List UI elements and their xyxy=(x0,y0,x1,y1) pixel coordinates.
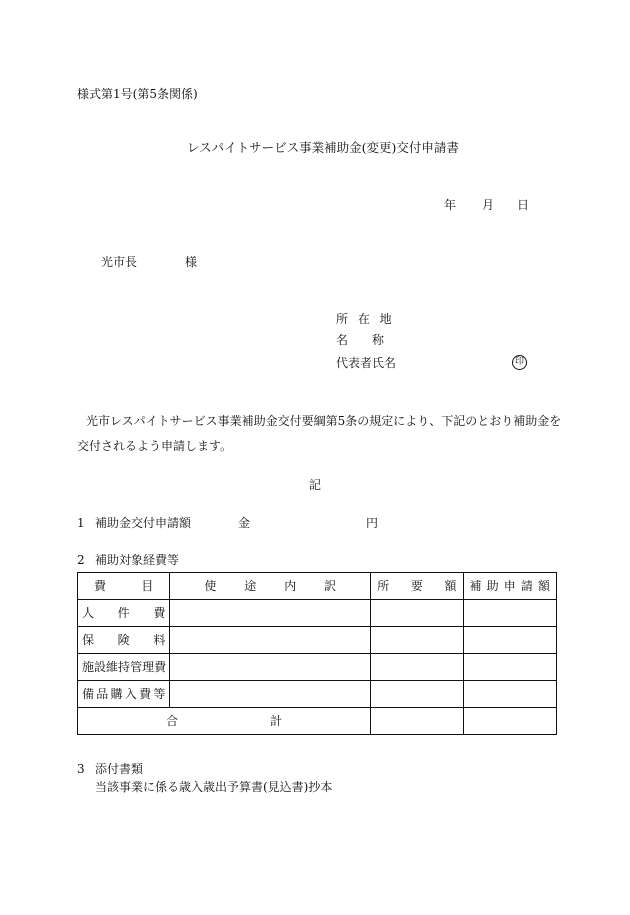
row-label xyxy=(82,607,165,619)
expense-table xyxy=(77,572,557,735)
applicant-address-label: 所 在 地 xyxy=(336,312,392,326)
date-year: 年 xyxy=(444,198,457,212)
header-cell xyxy=(463,573,556,600)
char: 内 xyxy=(284,579,297,593)
table-row xyxy=(78,654,557,681)
char: 料 xyxy=(153,633,166,647)
char: 申 xyxy=(503,579,516,593)
total-label xyxy=(166,715,282,727)
document-title: レスパイトサービス事業補助金(変更)交付申請書 xyxy=(187,140,459,155)
subsidy-amount-cell[interactable] xyxy=(463,600,556,627)
body-text-line-2: 交付されるよう申請します。 xyxy=(77,439,233,453)
item3-detail: 当該事業に係る歳入歳出予算書(見込書)抄本 xyxy=(95,780,333,794)
char: 補 xyxy=(469,579,482,593)
row-label xyxy=(82,688,165,700)
row-label xyxy=(82,661,165,673)
form-number: 様式第1号(第5条関係) xyxy=(77,87,198,101)
char: 途 xyxy=(244,579,257,593)
required-amount-cell[interactable] xyxy=(371,654,463,681)
header-text xyxy=(204,580,336,592)
usage-cell[interactable] xyxy=(170,681,371,708)
char: 費 xyxy=(94,579,107,593)
char: 入 xyxy=(124,687,137,701)
char: 品 xyxy=(96,687,109,701)
char: 保 xyxy=(82,633,95,647)
required-amount-cell[interactable] xyxy=(371,627,463,654)
char: 額 xyxy=(537,579,550,593)
date-month: 月 xyxy=(482,198,495,212)
applicant-name-label: 名 称 xyxy=(336,333,385,347)
char: 管 xyxy=(130,660,143,674)
char: 件 xyxy=(117,606,130,620)
total-label-cell xyxy=(78,708,371,735)
total-required-cell[interactable] xyxy=(371,708,463,735)
header-text xyxy=(470,580,550,592)
header-text xyxy=(377,580,456,592)
addressee-honorific: 様 xyxy=(185,255,198,269)
char: 険 xyxy=(117,633,130,647)
char: 購 xyxy=(110,687,123,701)
body-text-line-1: 光市レスパイトサービス事業補助金交付要綱第5条の規定により、下記のとおり補助金を xyxy=(86,414,562,428)
item2-number: 2 xyxy=(77,553,85,567)
required-amount-cell[interactable] xyxy=(371,600,463,627)
char: 施 xyxy=(82,660,95,674)
char: 理 xyxy=(142,660,155,674)
total-subsidy-cell[interactable] xyxy=(463,708,556,735)
char: 使 xyxy=(204,579,217,593)
subsidy-amount-cell[interactable] xyxy=(463,681,556,708)
subsidy-amount-cell[interactable] xyxy=(463,627,556,654)
char: 所 xyxy=(377,579,390,593)
total-label-a: 合 xyxy=(166,714,179,728)
item1-number: 1 xyxy=(77,516,85,530)
header-text xyxy=(94,580,153,592)
char: 目 xyxy=(141,579,154,593)
row-label xyxy=(82,634,165,646)
item1-label: 補助金交付申請額 xyxy=(95,516,192,530)
item1-yen: 円 xyxy=(366,516,379,530)
item1-kin: 金 xyxy=(238,516,251,530)
row-label-cell xyxy=(78,600,170,627)
table-total-row xyxy=(78,708,557,735)
item3-label: 添付書類 xyxy=(95,762,144,776)
char: 持 xyxy=(118,660,131,674)
char: 維 xyxy=(106,660,119,674)
table-header-row xyxy=(78,573,557,600)
char: 請 xyxy=(520,579,533,593)
date-day: 日 xyxy=(517,198,530,212)
char: 設 xyxy=(94,660,107,674)
addressee-name: 光市長 xyxy=(101,255,138,269)
header-cell xyxy=(78,573,170,600)
applicant-rep-label: 代表者氏名 xyxy=(336,356,397,370)
char: 費 xyxy=(139,687,152,701)
table-row xyxy=(78,600,557,627)
char: 等 xyxy=(153,687,166,701)
row-label-cell xyxy=(78,654,170,681)
char: 訳 xyxy=(324,579,337,593)
table-row xyxy=(78,627,557,654)
char: 費 xyxy=(154,660,167,674)
item3-number: 3 xyxy=(77,762,85,776)
char: 費 xyxy=(153,606,166,620)
seal-mark: 印 xyxy=(512,355,527,370)
subsidy-amount-cell[interactable] xyxy=(463,654,556,681)
char: 助 xyxy=(486,579,499,593)
header-cell xyxy=(371,573,463,600)
ki-heading: 記 xyxy=(309,478,322,492)
total-label-b: 計 xyxy=(270,714,283,728)
char: 人 xyxy=(82,606,95,620)
char: 要 xyxy=(410,579,423,593)
required-amount-cell[interactable] xyxy=(371,681,463,708)
item2-label: 補助対象経費等 xyxy=(95,553,180,567)
usage-cell[interactable] xyxy=(170,627,371,654)
header-cell xyxy=(170,573,371,600)
table-row xyxy=(78,681,557,708)
char: 額 xyxy=(444,579,457,593)
usage-cell[interactable] xyxy=(170,654,371,681)
char: 備 xyxy=(82,687,95,701)
row-label-cell xyxy=(78,627,170,654)
usage-cell[interactable] xyxy=(170,600,371,627)
row-label-cell xyxy=(78,681,170,708)
